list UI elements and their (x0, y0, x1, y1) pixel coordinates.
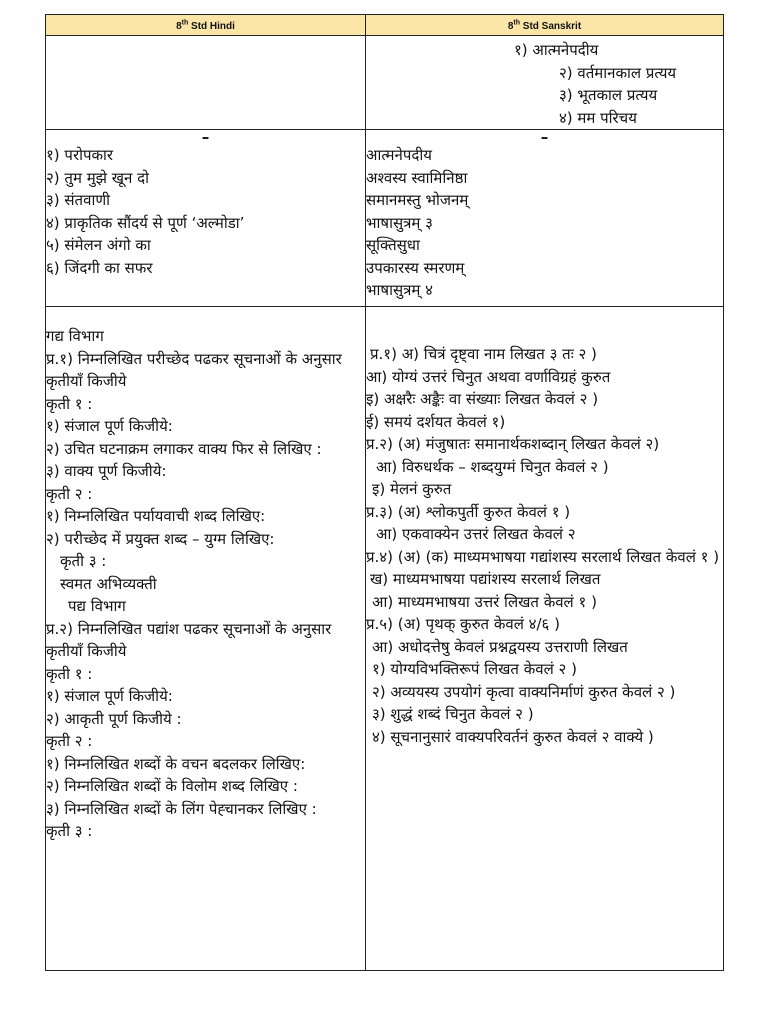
dash-marker: – (201, 128, 210, 147)
list-item: ३) संतवाणी (46, 191, 111, 210)
syllabus-table (45, 14, 724, 971)
list-item: अश्वस्य स्वामिनिष्ठा (366, 168, 468, 187)
list-item: स्वमत अभिव्यक्ती (60, 574, 157, 593)
header-sanskrit-label: 8th Std Sanskrit (507, 20, 582, 33)
list-item: ६) जिंदगी का सफर (46, 258, 153, 277)
list-item: १) संजाल पूर्ण किजीये: (46, 687, 173, 706)
question-item: प्र.४) (अ) (क) माध्यमभाषया गद्यांशस्य सरलार्थ लिखत केवलं १ ) (366, 547, 720, 566)
list-item: ३) शुद्धं शब्दं चिनुत केवलं २ ) (372, 705, 534, 724)
header-sanskrit (366, 15, 724, 36)
list-item: ख) माध्यमभाषया पद्यांशस्य सरलार्थ लिखत (370, 570, 601, 589)
list-item: २) उचित घटनाक्रम लगाकर वाक्य फिर से लिखिए : (46, 439, 322, 458)
list-item: कृती १ : (46, 664, 93, 683)
row3-hindi-cell (46, 307, 366, 971)
list-item: आ) योग्यं उत्तरं चिनुत अथवा वर्णाविग्रहं कुरुत (366, 367, 611, 386)
question-item: प्र.५) (अ) पृथक् कुरुत केवलं ४/६ ) (366, 615, 560, 634)
list-item: २) निम्नलिखित शब्दों के विलोम शब्द लिखिए : (46, 777, 298, 796)
list-item: इ) अक्षरैः अङ्कैः वा संख्याः लिखत केवलं २ ) (366, 390, 599, 409)
list-item: ३) वाक्य पूर्ण किजीये: (46, 462, 167, 481)
question-item: प्र.१) अ) चित्रं दृष्ट्वा नाम लिखत ३ तः २ ) (370, 345, 597, 364)
section-heading: गद्य विभाग (46, 327, 104, 346)
list-item: १) संजाल पूर्ण किजीये: (46, 417, 173, 436)
list-item: २) अव्ययस्य उपयोगं कृत्वा वाक्यनिर्माणं कुरुत केवलं २ ) (372, 682, 676, 701)
list-item: आ) एकवाक्येन उत्तरं लिखत केवलं २ (376, 525, 576, 544)
header-hindi (46, 15, 366, 36)
list-item: आत्मनेपदीय (366, 146, 432, 165)
list-item: २) तुम मुझे खून दो (46, 168, 149, 187)
table-row (46, 130, 724, 307)
list-item: आ) विरुधर्थक – शब्दयुग्मं चिनुत केवलं २ ) (376, 457, 609, 476)
dash-marker: – (540, 128, 549, 147)
list-item: कृती २ : (46, 484, 93, 503)
list-item: १) परोपकार (46, 146, 114, 165)
list-item: कृती २ : (46, 732, 93, 751)
table-row (46, 36, 724, 130)
question-item: प्र.१) निम्नलिखित परीच्छेद पढकर सूचनाओं के अनुसार कृतीयाँ किजीये (46, 349, 342, 391)
list-item: ४) सूचनानुसारं वाक्यपरिवर्तनं कुरुत केवलं २ वाक्ये ) (372, 727, 654, 746)
list-item: २) परीच्छेद में प्रयुक्त शब्द – युग्म लिखिए: (46, 529, 275, 548)
list-item: ४) प्राकृतिक सौंदर्य से पूर्ण ‘अल्मोडा’ (46, 213, 245, 232)
list-item: कृती ३ : (46, 822, 93, 841)
list-item: कृती ३ : (60, 552, 107, 571)
list-item: २) वर्तमानकाल प्रत्यय (559, 63, 677, 82)
question-item: प्र.२) (अ) मंजुषातः समानार्थकशब्दान् लिखत केवलं २) (366, 435, 660, 454)
list-item: ई) समयं दर्शयत केवलं १) (366, 412, 506, 431)
row3-sanskrit-cell (366, 307, 724, 971)
list-item: १) निम्नलिखित पर्यायवाची शब्द लिखिए: (46, 507, 266, 526)
list-item: १) योग्यविभक्तिरूपं लिखत केवलं २ ) (372, 660, 577, 679)
list-item: सूक्तिसुधा (366, 236, 420, 255)
list-item: भाषासुत्रम् ४ (366, 281, 433, 300)
list-item: ४) मम परिचय (559, 108, 637, 127)
question-item: प्र.३) (अ) श्लोकपुर्ती कुरुत केवलं १ ) (366, 502, 571, 521)
list-item: भाषासुत्रम् ३ (366, 213, 433, 232)
header-row (46, 15, 724, 36)
row2-hindi-cell (46, 130, 366, 307)
list-item: उपकारस्य स्मरणम् (366, 258, 465, 277)
list-item: ५) संमेलन अंगो का (46, 236, 151, 255)
header-hindi-label: 8th Std Hindi (176, 20, 235, 33)
list-item: आ) अधोदत्तेषु केवलं प्रश्नद्वयस्य उत्तराणी लिखत (372, 637, 628, 656)
list-item: १) आत्मनेपदीय (514, 41, 599, 60)
list-item: आ) माध्यमभाषया उत्तरं लिखत केवलं १ ) (372, 592, 597, 611)
section-heading: पद्य विभाग (68, 597, 126, 616)
question-item: प्र.२) निम्नलिखित पद्यांश पढकर सूचनाओं के अनुसार कृतीयाँ किजीये (46, 619, 332, 661)
list-item: ३) निम्नलिखित शब्दों के लिंग पेह्चानकर लिखिए : (46, 799, 317, 818)
table-row (46, 307, 724, 971)
list-item: इ) मेलनं कुरुत (372, 480, 452, 499)
list-item: समानमस्तु भोजनम् (366, 191, 469, 210)
row1-sanskrit-cell (366, 36, 724, 130)
list-item: कृती १ : (46, 394, 93, 413)
row2-sanskrit-cell (366, 130, 724, 307)
list-item: २) आकृती पूर्ण किजीये : (46, 709, 182, 728)
row1-hindi-cell (46, 36, 366, 130)
list-item: १) निम्नलिखित शब्दों के वचन बदलकर लिखिए: (46, 754, 306, 773)
list-item: ३) भूतकाल प्रत्यय (559, 86, 658, 105)
